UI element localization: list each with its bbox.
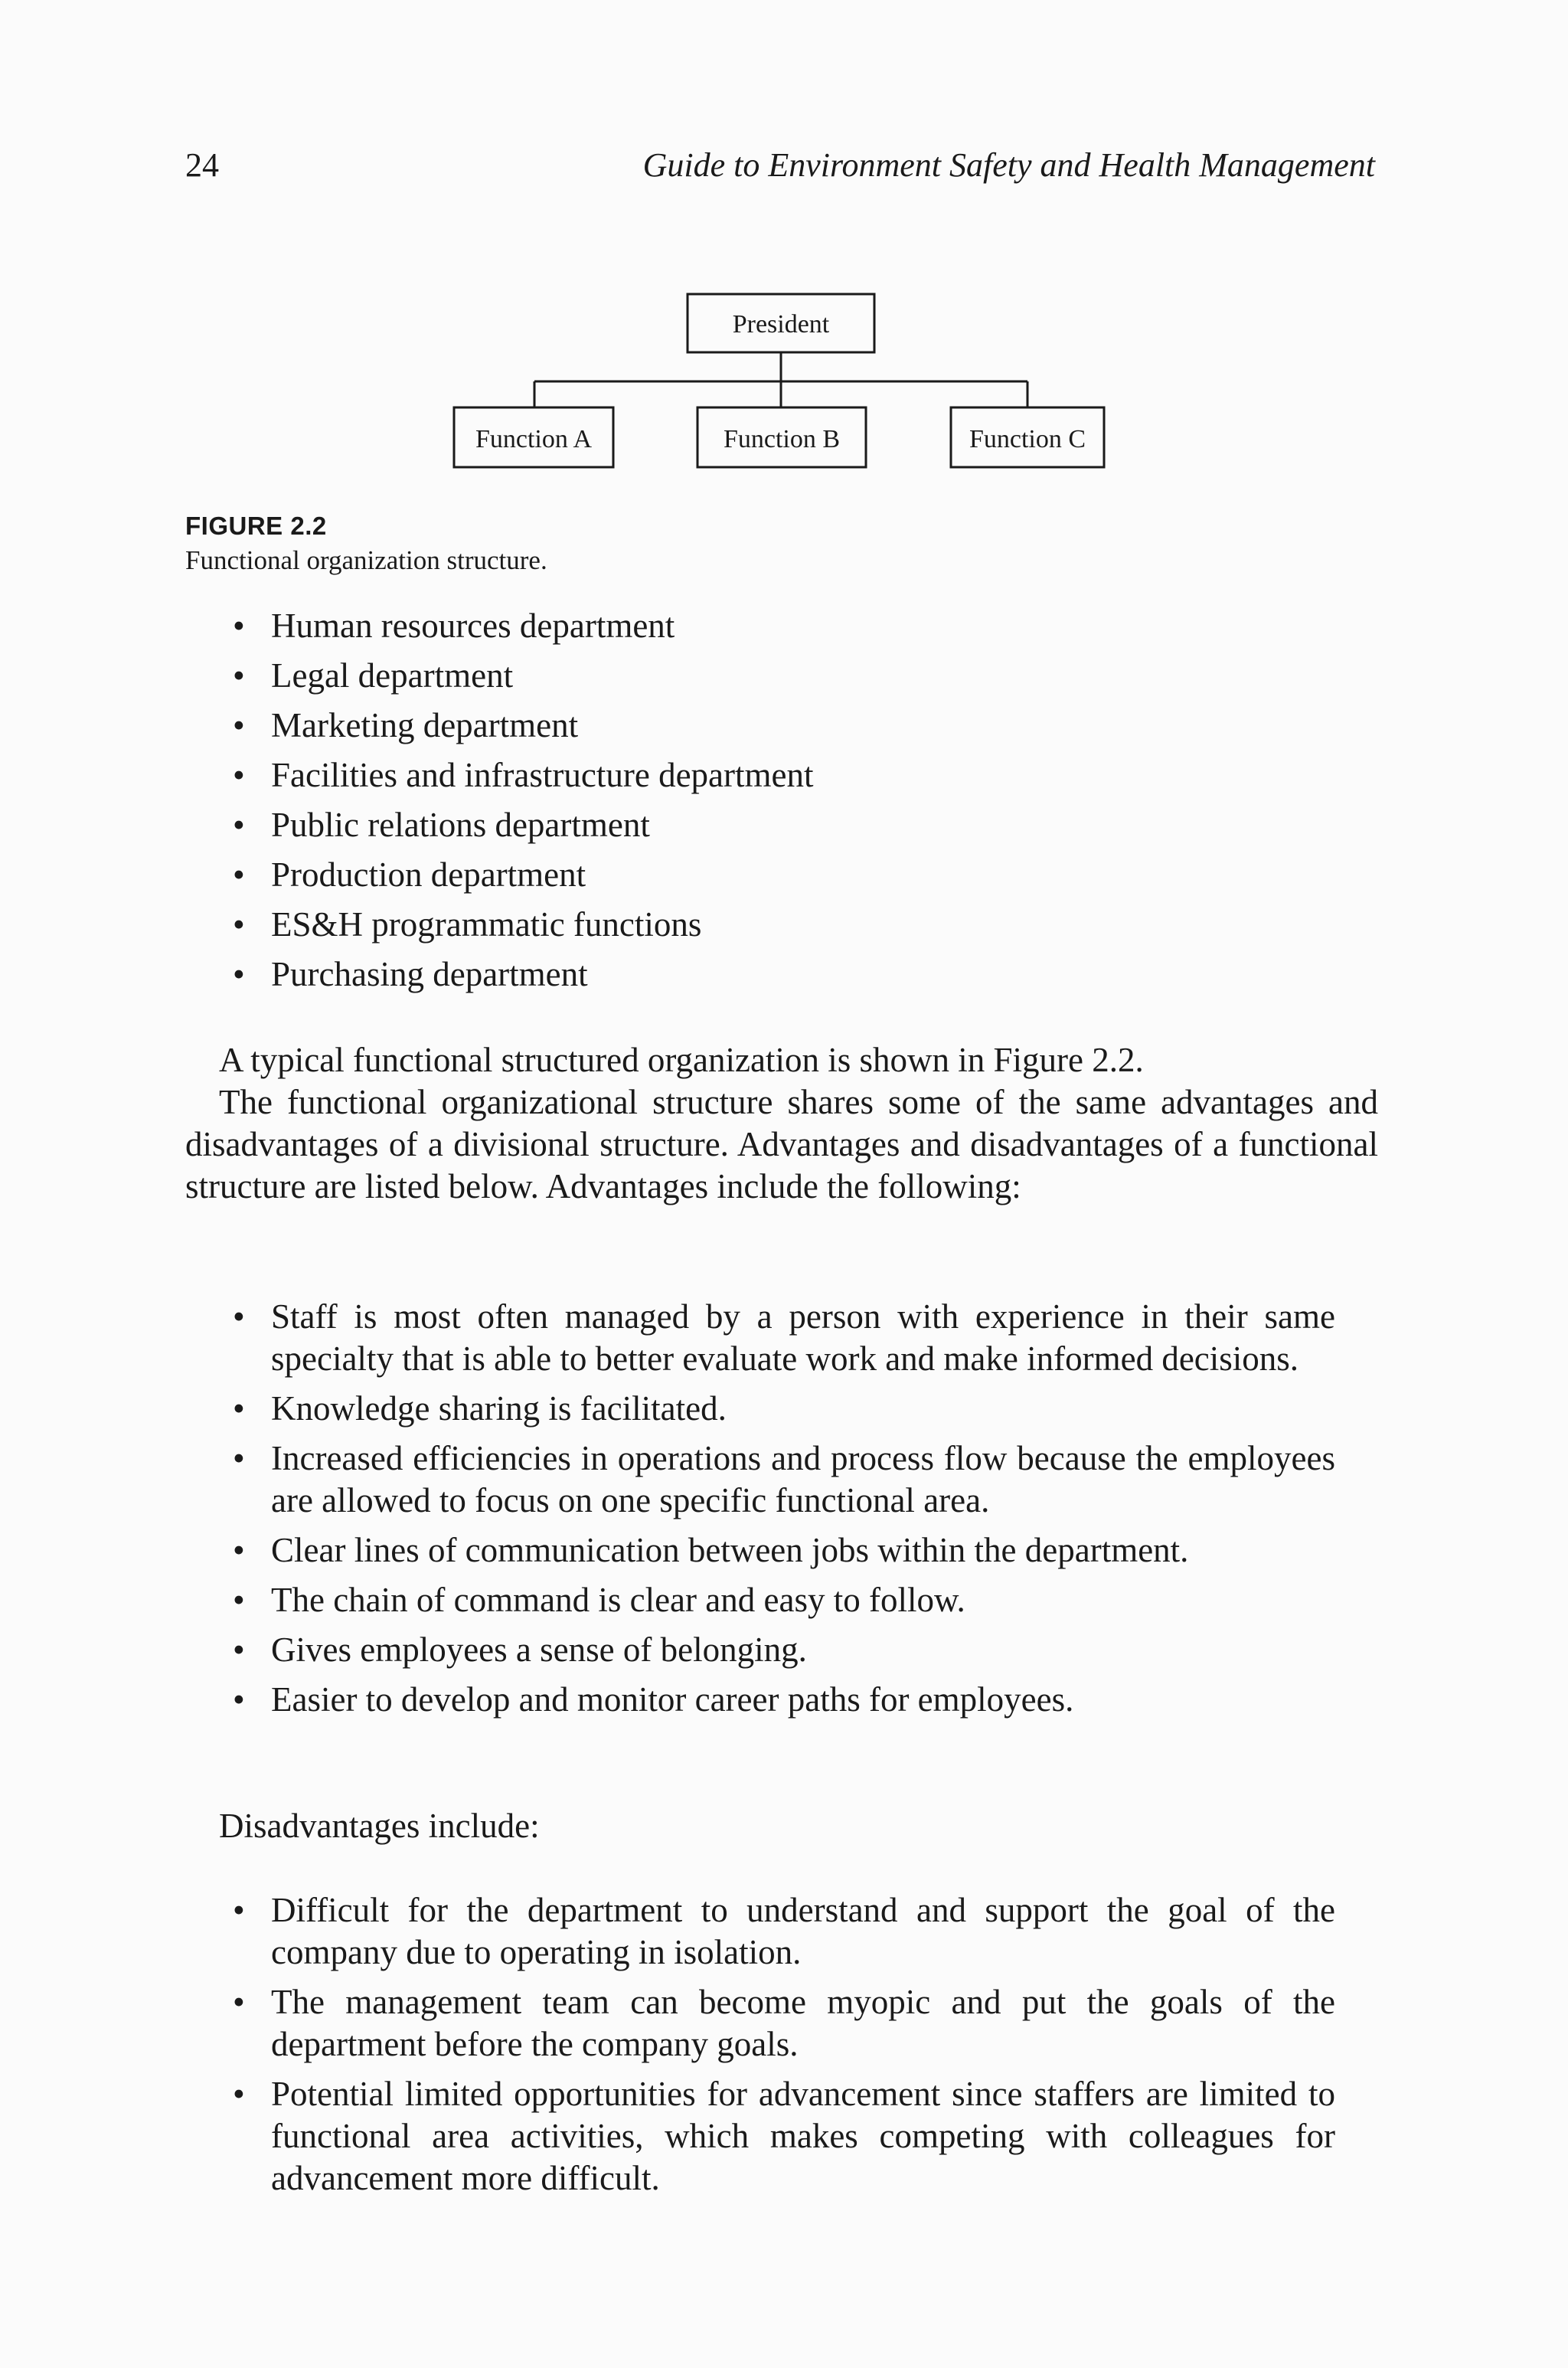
bullet-icon: • — [233, 1630, 245, 1669]
bullet-icon: • — [233, 855, 245, 894]
bullet-icon: • — [233, 1531, 245, 1569]
disadvantages-list — [233, 1889, 1335, 2207]
bullet-icon: • — [233, 1983, 245, 2021]
bullet-icon: • — [233, 2075, 245, 2113]
org-label-function-b: Function B — [723, 425, 841, 453]
list-item: • The chain of command is clear and easy to follow. — [271, 1579, 1335, 1621]
bullet-icon: • — [233, 806, 245, 844]
org-label-function-a: Function A — [475, 425, 593, 453]
org-label-function-c: Function C — [969, 425, 1086, 453]
org-label-president: President — [732, 310, 830, 339]
org-chart — [0, 0, 1568, 490]
advantages-list — [233, 1296, 1335, 1729]
figure-label: FIGURE 2.2 — [185, 512, 327, 540]
list-item: • Knowledge sharing is facilitated. — [271, 1388, 1335, 1430]
bullet-icon: • — [233, 1680, 245, 1719]
bullet-icon: • — [233, 756, 245, 794]
list-item: • Potential limited opportunities for advancement since staffers are limited to functional area activities, which makes competing with colleagues for advancement more difficult. — [233, 2075, 1335, 2197]
list-item: • Gives employees a sense of belonging. — [271, 1629, 1335, 1671]
bullet-icon: • — [233, 1891, 245, 1929]
list-item: • Human resources department — [271, 605, 1343, 647]
list-item: • Facilities and infrastructure department — [271, 754, 1343, 796]
paragraph-structure: The functional organizational structure shares some of the same advantages and disadvantages of a divisional structure. Advantages and disadvantages of a functional structure are listed below. Advantages include the following: — [185, 1083, 1378, 1205]
bullet-icon: • — [233, 656, 245, 695]
list-item: • The management team can become myopic and put the goals of the department before the company goals. — [233, 1983, 1335, 2063]
departments-list — [233, 605, 1343, 1003]
bullet-icon: • — [233, 1439, 245, 1477]
paragraph-disadvantages-intro: Disadvantages include: — [219, 1807, 540, 1845]
list-item: • Easier to develop and monitor career paths for employees. — [271, 1679, 1335, 1721]
bullet-icon: • — [233, 607, 245, 645]
bullet-icon: • — [233, 1581, 245, 1619]
list-item: • Increased efficiencies in operations and process flow because the employees are allowed to focus on one specific functional area. — [233, 1439, 1335, 1519]
list-item: • Difficult for the department to understand and support the goal of the company due to operating in isolation. — [233, 1891, 1335, 1971]
list-item: • Legal department — [271, 655, 1343, 697]
bullet-icon: • — [233, 1389, 245, 1428]
bullet-icon: • — [233, 955, 245, 993]
running-title: Guide to Environment Safety and Health Management — [642, 146, 1375, 184]
bullet-icon: • — [233, 706, 245, 744]
list-item: • Marketing department — [271, 705, 1343, 747]
list-item: • Production department — [271, 854, 1343, 896]
list-item: • Staff is most often managed by a person with experience in their same specialty that is able to better evaluate work and make informed decisions. — [233, 1297, 1335, 1378]
list-item: • ES&H programmatic functions — [271, 904, 1343, 946]
bullet-icon: • — [233, 1297, 245, 1336]
list-item: • Clear lines of communication between jobs within the department. — [271, 1529, 1335, 1572]
paragraph-intro: A typical functional structured organization is shown in Figure 2.2. — [219, 1041, 1144, 1079]
list-item: • Public relations department — [271, 804, 1343, 846]
bullet-icon: • — [233, 905, 245, 944]
page-number: 24 — [185, 146, 219, 184]
list-item: • Purchasing department — [271, 953, 1343, 996]
figure-caption: Functional organization structure. — [185, 545, 547, 575]
